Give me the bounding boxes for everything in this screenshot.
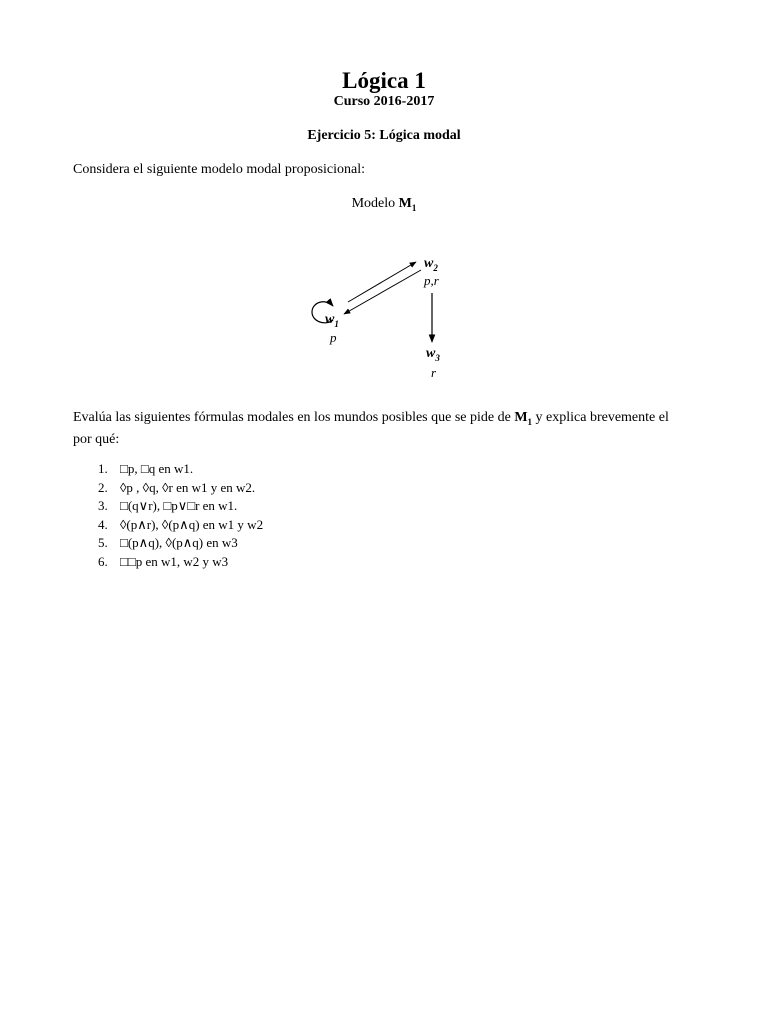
list-item: 4. ◊(p∧r), ◊(p∧q) en w1 y w2 (98, 516, 264, 532)
world-w3-label: $w_3$ (426, 346, 440, 363)
model-name: $M_1$ (398, 196, 417, 213)
page-title: Lógica 1 (342, 68, 426, 93)
world-w1-valuation: p (330, 330, 337, 345)
evaluation-model-name: $M_1$ (514, 410, 533, 427)
world-w1-label: $w_1$ (325, 312, 339, 329)
list-item: 2. ◊p , ◊q, ◊r en w1 y en w2. (98, 479, 256, 495)
intro-text: Considera el siguiente modelo modal proposicional: (73, 162, 365, 177)
list-item: 3. □(q∨r), □p∨□r en w1. (98, 498, 238, 513)
task-list (73, 460, 263, 571)
relation-w1-w2 (348, 262, 416, 302)
kripke-diagram (0, 0, 768, 420)
list-item: 5. □(p∧q), ◊(p∧q) en w3 (98, 535, 238, 550)
world-w2-label: $w_2$ (424, 256, 438, 273)
exercise-heading: Ejercicio 5: Lógica modal (307, 128, 461, 143)
world-w3-valuation: r (431, 365, 437, 380)
relation-w2-w1 (344, 270, 421, 314)
list-item: 1. □p, □q en w1. (98, 461, 194, 476)
list-item: 6. □□p en w1, w2 y w3 (98, 553, 229, 569)
evaluation-instructions: Evalúa las siguientes fórmulas modales en los mundos posibles que se pide de $M_1$ y explica brevemente el por qué: (73, 410, 669, 447)
model-label: Modelo (351, 196, 396, 211)
course-subtitle: Curso 2016-2017 (333, 94, 435, 109)
world-w2-valuation: p,r (424, 273, 439, 288)
